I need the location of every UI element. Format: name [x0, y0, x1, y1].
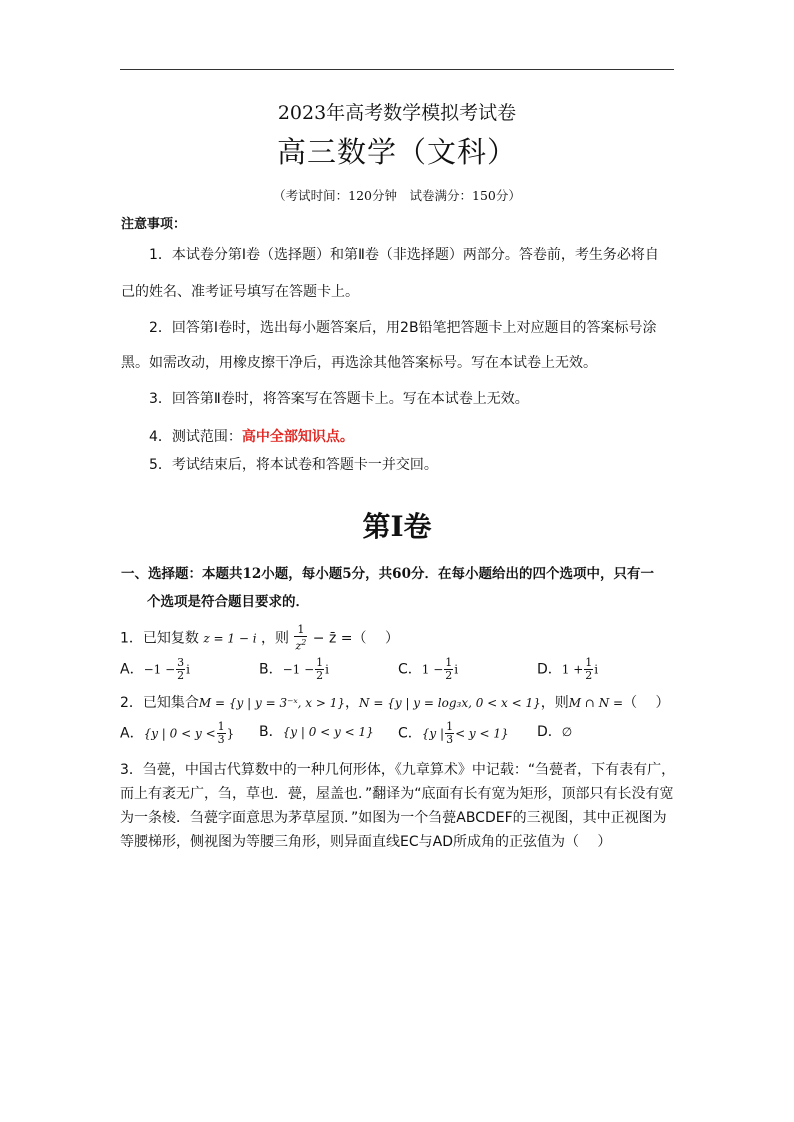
notice-item-2-line1: 2．回答第Ⅰ卷时，选出每小题答案后，用2B铅笔把答题卡上对应题目的答案标号涂 [149, 320, 657, 336]
q1-option-a-pre: −1 − [143, 662, 176, 677]
exam-subtitle: 高三数学（文科） [276, 135, 517, 169]
q2-option-b[interactable] [259, 721, 374, 741]
q1-mid: ，则 [261, 630, 289, 647]
header-rule [120, 69, 674, 70]
q2-option-b-label: B． [259, 724, 283, 740]
q1-option-b-suffix: i [325, 662, 330, 677]
q2-option-d-label: D． [537, 724, 562, 740]
section-heading-line1: 一、选择题：本题共12小题，每小题5分，共60分．在每小题给出的四个选项中，只有一 [121, 566, 654, 582]
q2-option-c-open: {y | [421, 726, 445, 741]
q2-option-a-close: } [226, 726, 235, 741]
q2-option-d[interactable] [537, 721, 572, 741]
exam-info: （考试时间：120分钟 试卷满分：150分） [273, 188, 521, 203]
section-heading-line2: 个选项是符合题目要求的． [147, 594, 309, 610]
question-2 [120, 692, 670, 712]
notice-heading: 注意事项： [121, 217, 187, 232]
exam-title: 2023年高考数学模拟考试卷 [277, 102, 517, 124]
q1-prefix: 1．已知复数 [120, 630, 199, 647]
q1-option-d[interactable] [537, 657, 598, 682]
notice-item-5: 5．考试结束后，将本试卷和答题卡一并交回。 [149, 457, 438, 473]
q1-fraction: $\frac{1}{z^2}$ [295, 623, 307, 653]
q2-set-n: N = {y | y = log₃x, 0 < x < 1} [359, 696, 541, 710]
q1-option-a-frac: $\frac{3}{2}$ [177, 656, 185, 682]
q2-option-c[interactable] [398, 721, 509, 746]
q1-option-c-frac: $\frac{1}{2}$ [445, 656, 453, 682]
q1-option-b-frac: $\frac{1}{2}$ [316, 656, 324, 682]
q1-option-d-label: D． [537, 661, 562, 678]
q1-option-b-pre: −1 − [282, 662, 315, 677]
q1-option-a-label: A． [120, 661, 144, 678]
q1-option-d-pre: 1 + [561, 662, 584, 677]
volume-title: 第Ⅰ卷 [362, 510, 432, 543]
q2-option-a-text: {y | 0 < y < [143, 726, 216, 741]
q2-option-c-frac: $\frac{1}{3}$ [446, 720, 454, 746]
q2-paren: （ ） [623, 695, 670, 711]
q2-option-c-text: < y < 1} [455, 726, 509, 741]
q1-option-d-frac: $\frac{1}{2}$ [585, 656, 593, 682]
q1-option-b[interactable] [259, 657, 329, 682]
notice-item-4 [149, 426, 354, 446]
q2-option-a-frac: $\frac{1}{3}$ [217, 720, 225, 746]
q2-sep: ， [345, 695, 360, 711]
notice-item-4-suffix: 。 [339, 429, 354, 445]
question-3: 3．刍甍，中国古代算数中的一种几何形体，《九章算术》中记载：“刍甍者，下有表有广，而上有袤无广，刍，草也．甍，屋盖也．”翻译为“底面有长有宽为矩形，顶部只有长没有宽为一条棱．刍甍字面意思为茅草屋顶．”如图为一个刍甍ABCDEF的三视图，其中正视图为等腰梯形，侧视图为等腰三角形，则异面直线EC与AD所成角的正弦值为（ ） [120, 762, 676, 850]
q1-option-a-suffix: i [186, 662, 190, 677]
question-1 [120, 624, 399, 653]
q1-option-c-suffix: i [454, 662, 459, 677]
q1-tail: − z̄ =（ ） [312, 630, 399, 647]
q2-prefix: 2．已知集合 [120, 695, 199, 711]
q1-option-c[interactable] [398, 657, 458, 682]
q1-option-b-label: B． [259, 661, 283, 678]
q2-option-b-text: {y | 0 < y < 1} [282, 725, 374, 739]
notice-item-3: 3．回答第Ⅱ卷时，将答案写在答题卡上。写在本试卷上无效。 [149, 391, 529, 407]
q2-option-a[interactable] [120, 721, 234, 746]
q1-option-a[interactable] [120, 657, 190, 682]
notice-item-4-prefix: 4．测试范围： [149, 429, 242, 445]
q1-expr: z = 1 − i [203, 631, 257, 646]
q2-option-c-label: C． [398, 725, 422, 742]
notice-item-2-line2: 黑。如需改动，用橡皮擦干净后，再选涂其他答案标号。写在本试卷上无效。 [121, 355, 597, 371]
q2-tail: ，则 [540, 695, 569, 711]
q2-option-a-label: A． [120, 725, 144, 742]
q2-set-m: M = {y | y = 3⁻ˣ, x > 1} [198, 696, 346, 710]
notice-item-1-line2: 己的姓名、准考证号填写在答题卡上。 [121, 284, 359, 300]
q2-expr: M ∩ N = [568, 696, 624, 710]
q1-option-d-suffix: i [594, 662, 599, 677]
q1-option-c-label: C． [398, 661, 422, 678]
notice-item-4-highlight: 高中全部知识点 [241, 429, 340, 445]
q1-option-c-pre: 1 − [421, 662, 444, 677]
q2-option-d-text: ∅ [561, 725, 573, 739]
notice-item-1-line1: 1．本试卷分第Ⅰ卷（选择题）和第Ⅱ卷（非选择题）两部分。答卷前，考生务必将自 [149, 247, 659, 263]
